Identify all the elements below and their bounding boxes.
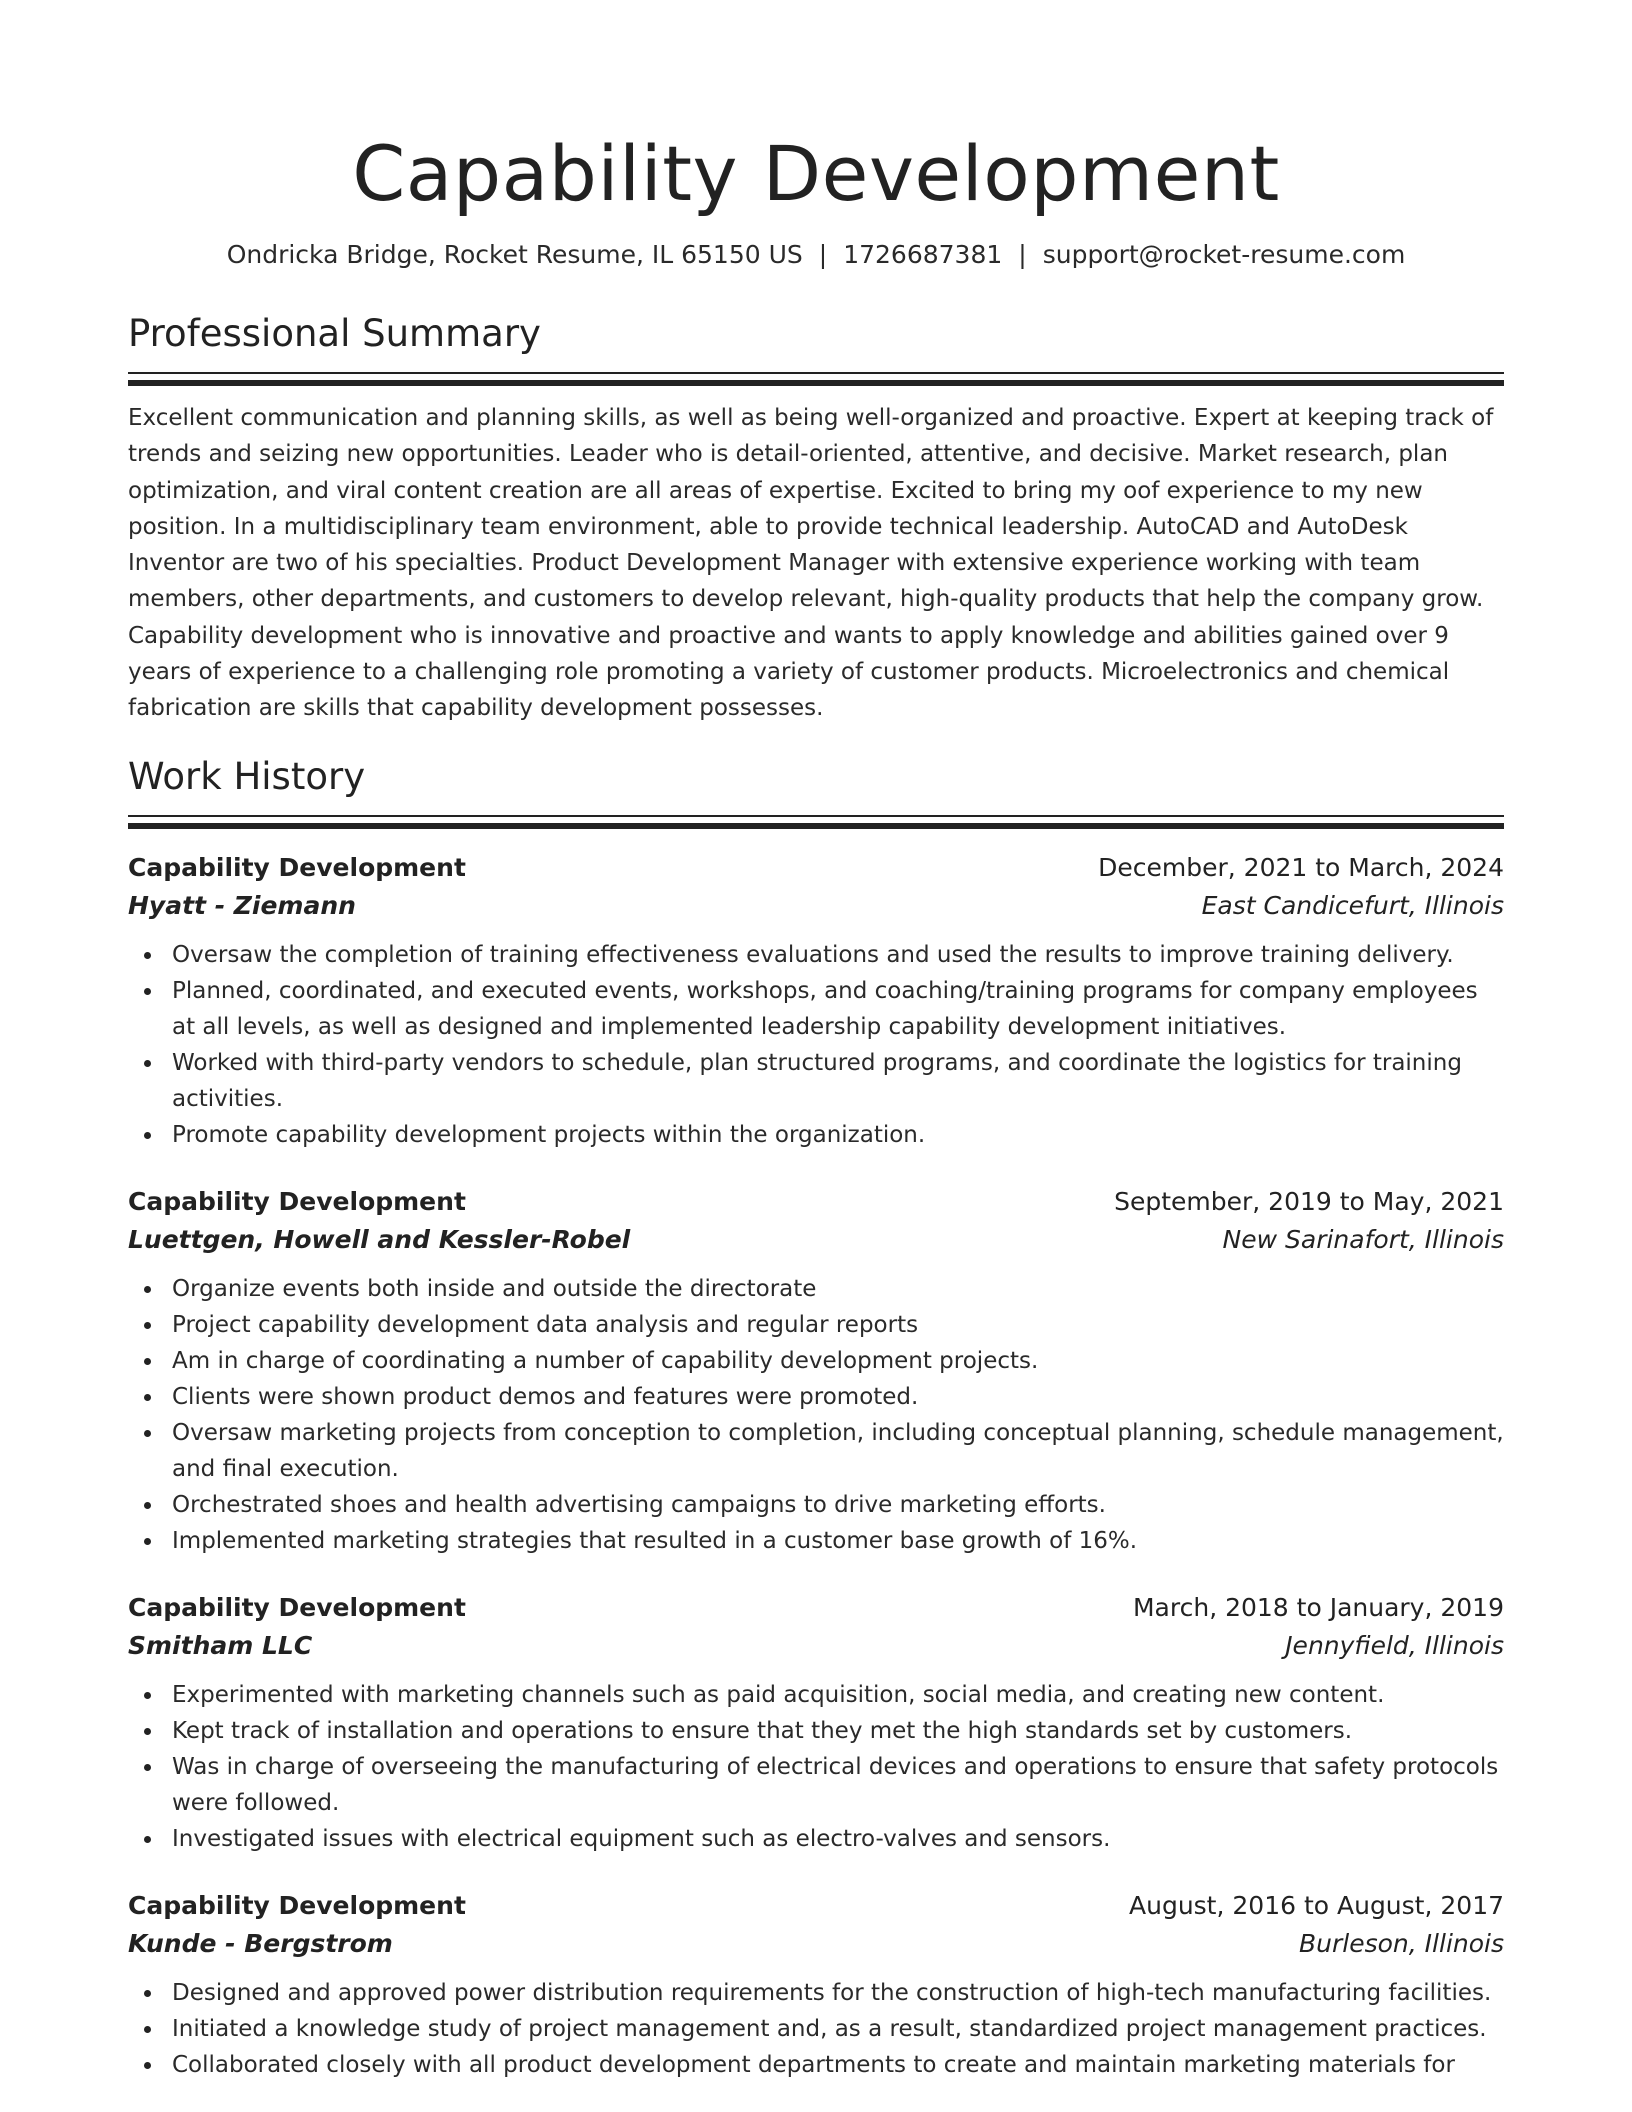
job-bullet-list <box>128 1975 1504 2083</box>
job-header-row <box>128 1183 1504 1221</box>
professional-summary-section <box>128 310 1504 727</box>
job-bullet-list <box>128 937 1504 1153</box>
job-bullet: Experimented with marketing channels such as paid acquisition, social media, and creating new content. <box>128 1677 1504 1713</box>
job-location: Burleson, Illinois <box>1299 1928 1504 1958</box>
job-bullet: Organize events both inside and outside the directorate <box>128 1271 1504 1307</box>
job-bullet: Implemented marketing strategies that resulted in a customer base growth of 16%. <box>128 1523 1504 1559</box>
job-dates: December, 2021 to March, 2024 <box>1098 852 1504 882</box>
job-bullet: Orchestrated shoes and health advertising campaigns to drive marketing efforts. <box>128 1487 1504 1523</box>
job-company: Kunde - Bergstrom <box>128 1928 393 1958</box>
job-header-row <box>128 849 1504 887</box>
work-history-section <box>128 753 1504 2083</box>
job-bullet: Clients were shown product demos and features were promoted. <box>128 1379 1504 1415</box>
job-bullet: Collaborated closely with all product development departments to create and maintain marketing materials for <box>128 2047 1504 2083</box>
summary-text: Excellent communication and planning skills, as well as being well-organized and proactive. Expert at keeping track of trends and seizing new opportunities. Leader who is detail-oriented, attentive, and decisive. Market research, plan optimization, and viral content creation are all areas of expertise. Excited to bring my oof experience to my new position. In a multidisciplinary team environment, able to provide technical leadership. AutoCAD and AutoDesk Inventor are two of his specialties. Product Development Manager with extensive experience working with team members, other departments, and customers to develop relevant, high-quality products that help the company grow. Capability development who is innovative and proactive and wants to apply knowledge and abilities gained over 9 years of experience to a challenging role promoting a variety of customer products. Microelectronics and chemical fabrication are skills that capability development possesses. <box>128 405 1494 722</box>
job-company-row <box>128 1627 1504 1665</box>
job-bullet: Initiated a knowledge study of project management and, as a result, standardized project management practices. <box>128 2011 1504 2047</box>
job-title: Capability Development <box>128 1186 466 1216</box>
job-title: Capability Development <box>128 1592 466 1622</box>
job-location: Jennyfield, Illinois <box>1285 1630 1504 1660</box>
job-entry <box>128 1887 1504 2083</box>
contact-line <box>128 238 1504 272</box>
job-bullet-list <box>128 1271 1504 1559</box>
job-bullet: Promote capability development projects within the organization. <box>128 1117 1504 1153</box>
section-divider <box>128 372 1504 386</box>
job-location: East Candicefurt, Illinois <box>1201 890 1504 920</box>
job-company: Luettgen, Howell and Kessler-Robel <box>128 1224 631 1254</box>
contact-email: support@rocket-resume.com <box>1042 240 1406 269</box>
job-bullet-list <box>128 1677 1504 1857</box>
job-entry <box>128 1183 1504 1559</box>
job-company: Hyatt - Ziemann <box>128 890 356 920</box>
job-company: Smitham LLC <box>128 1630 313 1660</box>
contact-phone: 1726687381 <box>843 240 1003 269</box>
job-title: Capability Development <box>128 1890 466 1920</box>
section-title-work-history: Work History <box>128 754 366 798</box>
job-company-row <box>128 1221 1504 1259</box>
job-title: Capability Development <box>128 852 466 882</box>
job-bullet: Designed and approved power distribution requirements for the construction of high-tech manufacturing facilities. <box>128 1975 1504 2011</box>
job-bullet: Am in charge of coordinating a number of capability development projects. <box>128 1343 1504 1379</box>
contact-address: Ondricka Bridge, Rocket Resume, IL 65150 US <box>226 240 803 269</box>
job-company-row <box>128 887 1504 925</box>
contact-separator: | <box>1018 240 1027 269</box>
job-bullet: Investigated issues with electrical equipment such as electro-valves and sensors. <box>128 1821 1504 1857</box>
job-bullet: Project capability development data analysis and regular reports <box>128 1307 1504 1343</box>
job-bullet: Oversaw marketing projects from conception to completion, including conceptual planning, schedule management, and final execution. <box>128 1415 1504 1487</box>
resume-name: Capability Development <box>352 129 1280 218</box>
job-bullet: Planned, coordinated, and executed events, workshops, and coaching/training programs for company employees at all levels, as well as designed and implemented leadership capability development initiatives. <box>128 973 1504 1045</box>
job-location: New Sarinafort, Illinois <box>1222 1224 1504 1254</box>
section-divider <box>128 815 1504 829</box>
job-company-row <box>128 1925 1504 1963</box>
job-dates: September, 2019 to May, 2021 <box>1114 1186 1504 1216</box>
job-bullet: Oversaw the completion of training effectiveness evaluations and used the results to improve training delivery. <box>128 937 1504 973</box>
contact-separator: | <box>818 240 828 269</box>
job-header-row <box>128 1589 1504 1627</box>
job-entry <box>128 849 1504 1153</box>
job-bullet: Was in charge of overseeing the manufacturing of electrical devices and operations to ensure that safety protocols were followed. <box>128 1749 1504 1821</box>
job-dates: August, 2016 to August, 2017 <box>1129 1890 1504 1920</box>
resume-page <box>128 0 1504 2083</box>
job-header-row <box>128 1887 1504 1925</box>
job-bullet: Worked with third-party vendors to schedule, plan structured programs, and coordinate the logistics for training activities. <box>128 1045 1504 1117</box>
section-title-summary: Professional Summary <box>128 312 541 355</box>
job-entry <box>128 1589 1504 1857</box>
job-dates: March, 2018 to January, 2019 <box>1132 1592 1504 1622</box>
job-bullet: Kept track of installation and operations to ensure that they met the high standards set by customers. <box>128 1713 1504 1749</box>
